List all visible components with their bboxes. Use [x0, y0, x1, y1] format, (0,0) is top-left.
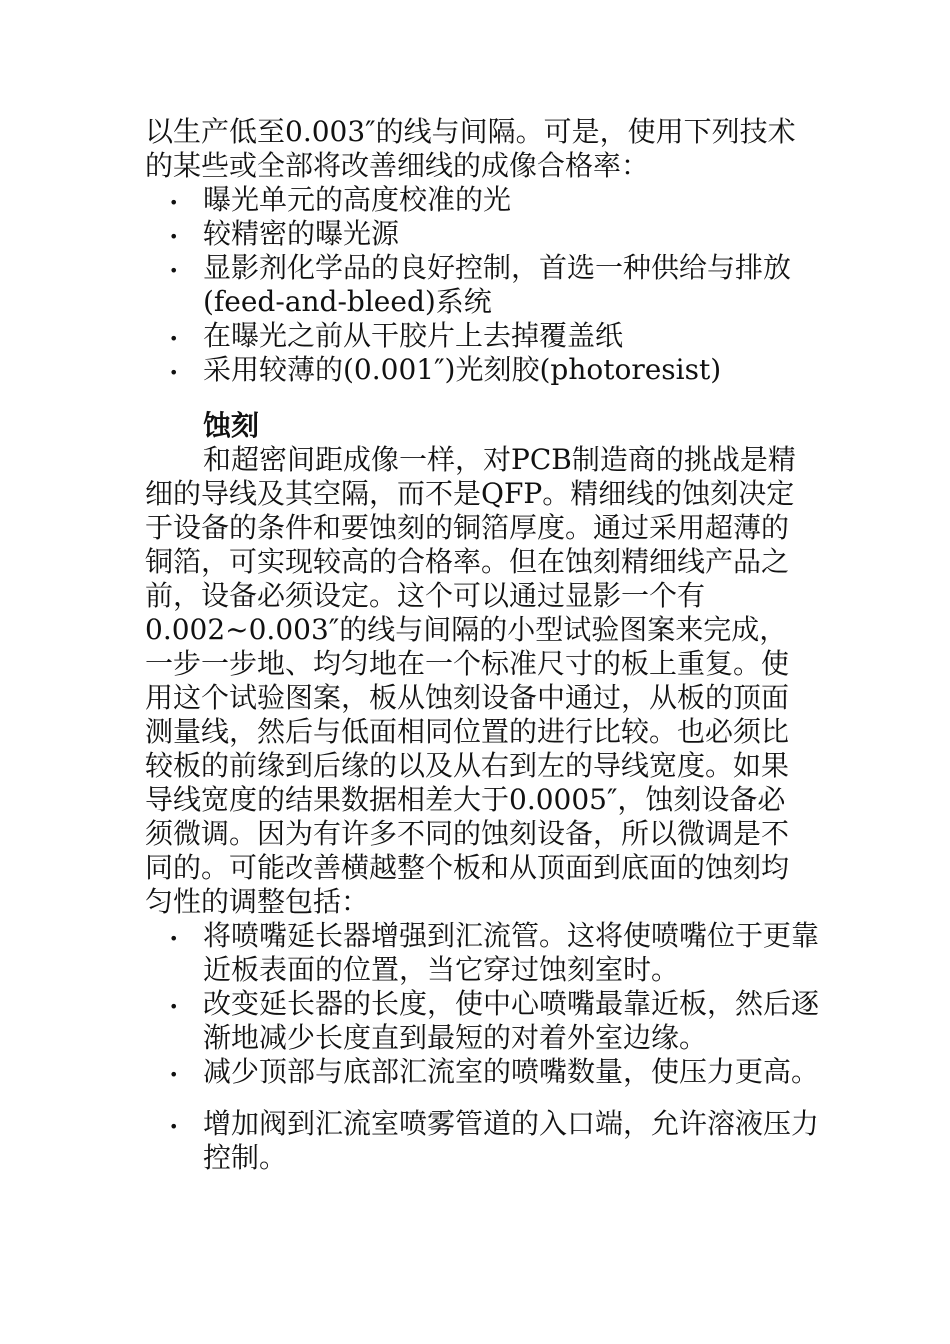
imaging-techniques-list — [145, 183, 805, 387]
intro-paragraph: 以生产低至0.003″的线与间隔。可是，使用下列技术的某些或全部将改善细线的成像合格率： — [145, 115, 796, 182]
section-heading: 蚀刻 — [203, 409, 260, 442]
document-page — [145, 115, 825, 1175]
list-item: • 增加阀到汇流室喷雾管道的入口端，允许溶液压力控制。 — [145, 1107, 825, 1175]
list-item: • 改变延长器的长度，使中心喷嘴最靠近板，然后逐渐地减少长度直到最短的对着外室边缘。 — [145, 987, 825, 1055]
list-item: • 曝光单元的高度校准的光 — [145, 183, 805, 217]
etching-paragraph: 和超密间距成像一样，对PCB制造商的挑战是精细的导线及其空隔，而不是QFP。精细线的蚀刻决定于设备的条件和要蚀刻的铜箔厚度。通过采用超薄的铜箔，可实现较高的合格率。但在蚀刻精细线产品之前，设备必须设定。这个可以通过显影一个有0.002~0.003″的线与间隔的小型试验图案来完成，一步一步地、均匀地在一个标准尺寸的板上重复。使用这个试验图案，板从蚀刻设备中通过，从板的顶面测量线，然后与低面相同位置的进行比较。也必须比较板的前缘到后缘的以及从右到左的导线宽度。如果导线宽度的结果数据相差大于0.0005″，蚀刻设备必须微调。因为有许多不同的蚀刻设备，所以微调是不同的。可能改善横越整个板和从顶面到底面的蚀刻均匀性的调整包括： — [145, 443, 796, 918]
etching-adjustments-list — [145, 919, 825, 1175]
list-item: • 将喷嘴延长器增强到汇流管。这将使喷嘴位于更靠近板表面的位置，当它穿过蚀刻室时。 — [145, 919, 825, 987]
list-item: • 减少顶部与底部汇流室的喷嘴数量，使压力更高。 — [145, 1055, 825, 1089]
list-item: • 较精密的曝光源 — [145, 217, 805, 251]
list-item: • 采用较薄的(0.001″)光刻胶(photoresist) — [145, 353, 805, 387]
list-item: • 在曝光之前从干胶片上去掉覆盖纸 — [145, 319, 805, 353]
list-item: • 显影剂化学品的良好控制，首选一种供给与排放(feed-and-bleed)系统 — [145, 251, 805, 319]
